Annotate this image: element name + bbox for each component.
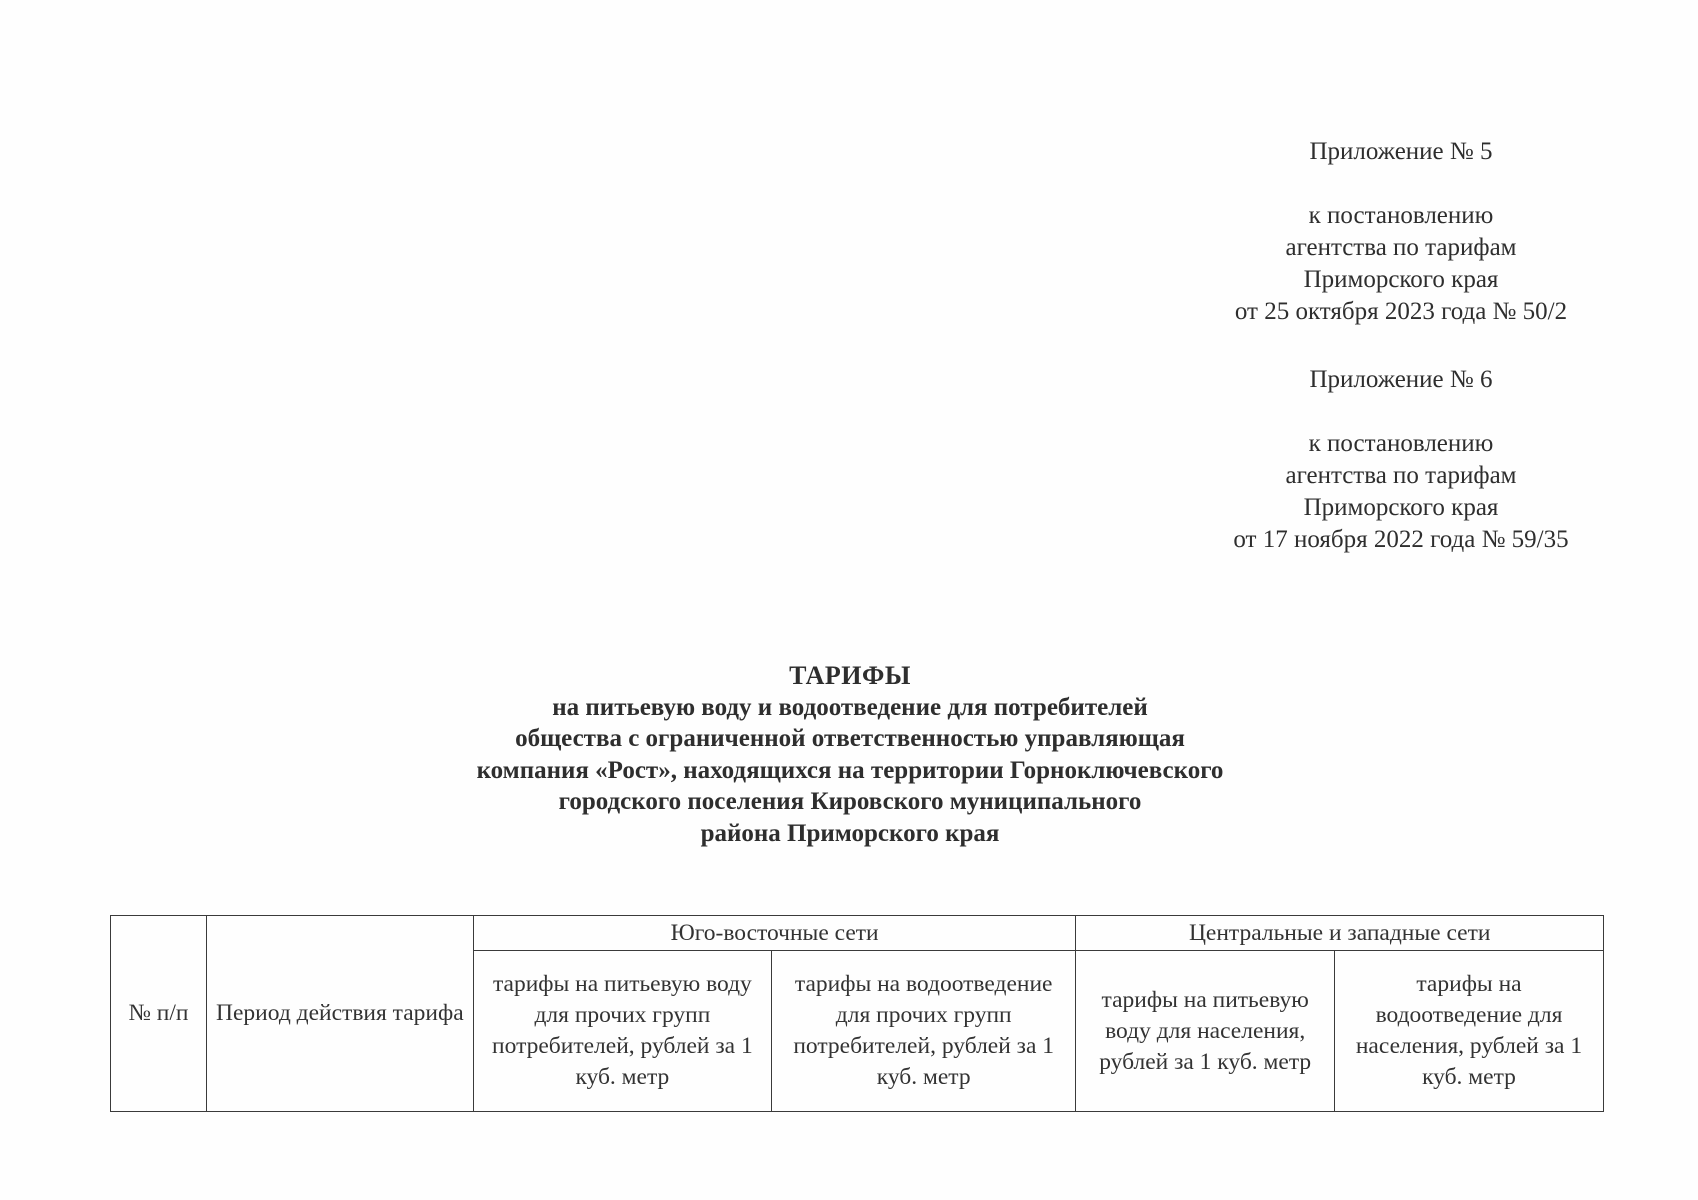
document-title-line-3: компания «Рост», находящихся на территории Горноключевского xyxy=(476,756,1224,784)
document-title xyxy=(300,660,1400,849)
header-group-central-west: Центральные и западные сети xyxy=(1076,916,1604,951)
header-sewage-population: тарифы на водоотведение для населения, рублей за 1 куб. метр xyxy=(1334,951,1603,1112)
document-title-line-5: района Приморского края xyxy=(700,819,1000,847)
document-title-line-1: на питьевую воду и водоотведение для потребителей xyxy=(552,693,1148,721)
spacer xyxy=(1176,396,1626,428)
appendix-5-line-3: Приморского края xyxy=(1303,266,1499,293)
header-sewage-others: тарифы на водоотведение для прочих групп потребителей, рублей за 1 куб. метр xyxy=(771,951,1075,1112)
spacer xyxy=(1176,168,1626,200)
document-title-line-2: общества с ограниченной ответственностью управляющая xyxy=(515,725,1185,752)
header-period: Период действия тарифа xyxy=(206,916,473,1112)
tariff-table xyxy=(110,915,1604,1112)
appendix-6-block xyxy=(1176,364,1626,556)
appendix-5-title: Приложение № 5 xyxy=(1309,138,1493,165)
header-water-population: тарифы на питьевую воду для населения, рублей за 1 куб. метр xyxy=(1076,951,1335,1112)
appendix-6-line-4: от 17 ноября 2022 года № 59/35 xyxy=(1233,526,1569,553)
header-group-southeast: Юго-восточные сети xyxy=(473,916,1076,951)
appendix-5-block xyxy=(1176,136,1626,328)
appendix-5-line-4: от 25 октября 2023 года № 50/2 xyxy=(1234,298,1568,325)
document-title-main: ТАРИФЫ xyxy=(789,661,911,690)
appendix-6-line-3: Приморского края xyxy=(1303,494,1499,521)
appendix-5-line-1: к постановлению xyxy=(1308,202,1494,229)
table-header-row xyxy=(111,916,1604,951)
document-title-line-4: городского поселения Кировского муниципального xyxy=(558,788,1142,815)
header-water-others: тарифы на питьевую воду для прочих групп потребителей, рублей за 1 куб. метр xyxy=(473,951,771,1112)
appendix-6-title: Приложение № 6 xyxy=(1309,366,1493,393)
header-number: № п/п xyxy=(111,916,207,1112)
appendix-5-line-2: агентства по тарифам xyxy=(1285,234,1517,261)
appendix-6-line-2: агентства по тарифам xyxy=(1285,462,1517,489)
appendix-6-line-1: к постановлению xyxy=(1308,430,1494,457)
